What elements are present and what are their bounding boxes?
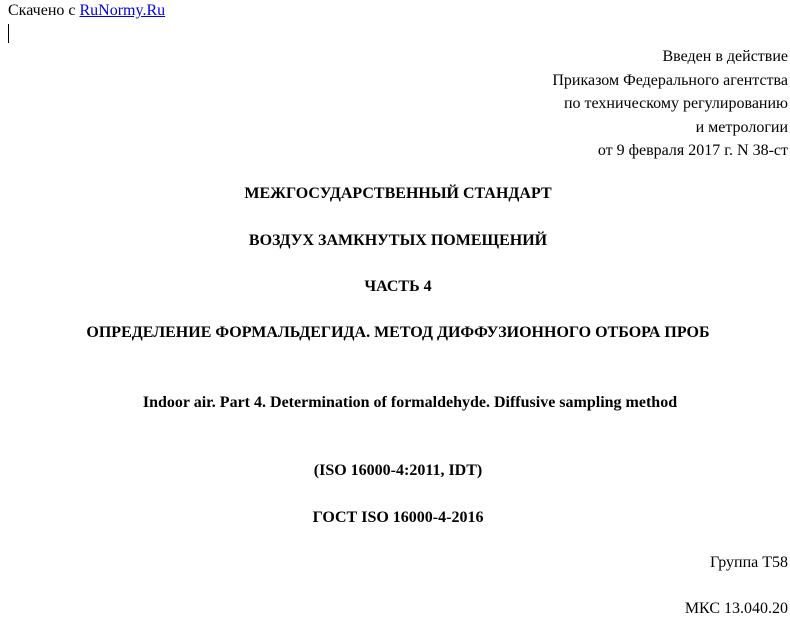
english-title: Indoor air. Part 4. Determination of formaldehyde. Diffusive sampling method [142,394,678,411]
gost-designation: ГОСТ ISO 16000-4-2016 [312,509,484,526]
group-code: Группа Т58 [709,554,788,571]
subject-heading: ВОЗДУХ ЗАМКНУТЫХ ПОМЕЩЕНИЙ [248,232,548,249]
iso-reference: (ISO 16000-4:2011, IDT) [313,462,483,479]
text-cursor [8,24,9,43]
runormy-link[interactable]: RuNormy.Ru [79,2,166,19]
mks-code: МКС 13.040.20 [684,600,788,617]
standard-type-heading: МЕЖГОСУДАРСТВЕННЫЙ СТАНДАРТ [244,185,552,202]
enactment-line: Приказом Федерального агентства [552,71,788,89]
part-heading: ЧАСТЬ 4 [364,278,432,295]
enactment-block [552,45,788,163]
enactment-line: от 9 февраля 2017 г. N 38-ст [597,142,788,159]
russian-title: ОПРЕДЕЛЕНИЕ ФОРМАЛЬДЕГИДА. МЕТОД ДИФФУЗИОННОГО ОТБОРА ПРОБ [86,324,710,341]
enactment-line: по техническому регулированию [563,95,788,112]
source-line [8,0,165,22]
enactment-line: Введен в действие [662,48,788,65]
source-prefix: Скачено с [8,2,80,19]
enactment-line: и метрологии [695,118,788,136]
